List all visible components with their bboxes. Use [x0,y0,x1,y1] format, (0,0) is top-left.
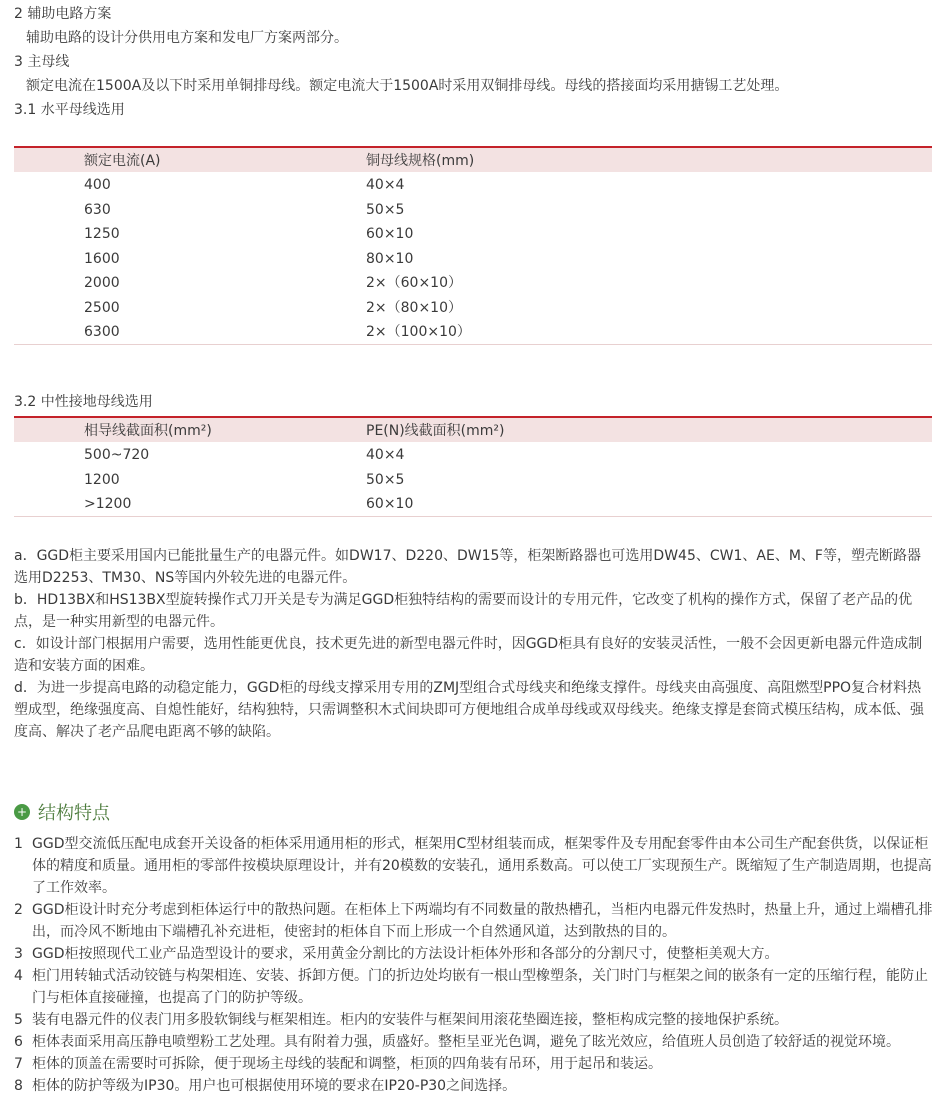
item-text: 柜体表面采用高压静电喷塑粉工艺处理。具有附着力强，质盛好。整柜呈亚光色调，避免了眩光效应，给值班人员创造了较舒适的视觉环境。 [32,1034,900,1050]
list-item [14,899,936,943]
cell: 630 [84,201,111,218]
item-text: 装有电器元件的仪表门用多股软铜线与框架相连。柜内的安装件与框架间用滚花垫圈连接，整柜构成完整的接地保护系统。 [32,1012,788,1028]
cell: 2×（100×10） [366,324,471,340]
header-copper-spec: 铜母线规格(mm) [366,153,475,169]
table-row [14,295,932,320]
item-number: 4 [14,968,23,984]
cell: 1200 [84,471,120,488]
cell: 1600 [84,250,120,267]
cell: >1200 [84,496,132,512]
table-row [14,246,932,271]
neutral-busbar-table [14,416,932,517]
cell: 40×4 [366,177,405,193]
item-number: 6 [14,1034,23,1050]
heading-2: 2 辅助电路方案 [14,6,112,22]
cell: 2×（60×10） [366,275,462,291]
note-c: c．如设计部门根据用户需要，选用性能更优良，技术更先进的新型电器元件时，因GGD柜具有良好的安装灵活性，一般不会因更新电器元件造成制造和安装方面的困难。 [14,636,923,674]
cell: 40×4 [366,447,405,463]
item-text: 柜门用转轴式活动铰链与构架相连、安装、拆卸方便。门的折边处均嵌有一根山型橡塑条，关门时门与框架之间的嵌条有一定的压缩行程，能防止门与柜体直接碰撞，也提高了门的防护等级。 [32,968,928,1006]
cell: 2500 [84,299,120,316]
cell: 2000 [84,275,120,291]
item-number: 7 [14,1056,23,1072]
table-header [14,148,932,172]
table-header [14,418,932,442]
plus-icon: + [14,804,30,820]
item-text: 柜体的顶盖在需要时可拆除，便于现场主母线的装配和调整，柜顶的四角装有吊环，用于起吊和装运。 [32,1056,662,1072]
header-rated-current: 额定电流(A) [84,153,161,169]
table-row [14,467,932,492]
busbar-table [14,146,932,345]
list-item [14,943,936,965]
list-item [14,1053,936,1075]
item-number: 8 [14,1078,23,1094]
item-text: GGD型交流低压配电成套开关设备的柜体采用通用柜的形式，框架用C型材组装而成，框架零件及专用配套零件由本公司生产配套供货，以保证柜体的精度和质量。通用柜的零部件按模块原理设计，并有20模数的安装孔，通用系数高。可以使工厂实现预生产。既缩短了生产制造周期，也提高了工作效率。 [32,836,932,896]
cell: 50×5 [366,471,405,488]
table-row [14,491,932,516]
cell: 1250 [84,226,120,242]
item-text: GGD柜设计时充分考虑到柜体运行中的散热问题。在柜体上下两端均有不同数量的散热槽孔，当柜内电器元件发热时，热量上升，通过上端槽孔排出，而冷风不断地由下端槽孔补充进柜，使密封的柜体自下而上形成一个自然通风道，达到散热的目的。 [32,902,933,940]
cell: 60×10 [366,496,414,512]
list-item [14,1031,936,1053]
header-phase-conductor: 相导线截面积(mm²) [84,423,212,439]
table-row [14,270,932,295]
table-bottom-rule [14,516,932,517]
item-number: 1 [14,836,23,852]
cell: 500~720 [84,447,150,463]
item-number: 3 [14,946,23,962]
item-number: 5 [14,1012,23,1028]
table-row [14,221,932,246]
list-item [14,1009,936,1031]
table-row [14,319,932,344]
heading-3-1: 3.1 水平母线选用 [14,102,125,118]
cell: 6300 [84,324,120,340]
paragraph-3: 额定电流在1500A及以下时采用单铜排母线。额定电流大于1500A时采用双铜排母线。母线的搭接面均采用搪锡工艺处理。 [26,78,789,94]
list-item [14,965,936,1009]
section-title-text: 结构特点 [38,803,110,824]
paragraph-2: 辅助电路的设计分供用电方案和发电厂方案两部分。 [26,30,348,46]
note-d: d．为进一步提高电路的动稳定能力，GGD柜的母线支撑采用专用的ZMJ型组合式母线夹和绝缘支撑件。母线夹由高强度、高阻燃型PPO复合材料热塑成型，绝缘强度高、自熄性能好，结构独特，只需调整积木式间块即可方便地组合成单母线或双母线夹。绝缘支撑是套筒式模压结构，成本低、强度高、解决了老产品爬电距离不够的缺陷。 [14,680,924,740]
table-row [14,172,932,197]
cell: 2×（80×10） [366,299,462,316]
list-item [14,833,936,899]
heading-3: 3 主母线 [14,54,70,70]
list-item [14,1075,936,1097]
item-number: 2 [14,902,23,918]
note-b: b．HD13BX和HS13BX型旋转操作式刀开关是专为满足GGD柜独特结构的需要而设计的专用元件，它改变了机构的操作方式，保留了老产品的优点，是一种实用新型的电器元件。 [14,592,913,630]
table-row [14,442,932,467]
table-row [14,197,932,222]
table-bottom-rule [14,344,932,345]
item-text: GGD柜按照现代工业产品造型设计的要求，采用黄金分割比的方法设计柜体外形和各部分的分割尺寸，使整柜美观大方。 [32,946,779,962]
note-a: a．GGD柜主要采用国内已能批量生产的电器元件。如DW17、D220、DW15等，柜架断路器也可选用DW45、CW1、AE、M、F等，塑壳断路器选用D2253、TM30、NS等国内外较先进的电器元件。 [14,548,921,586]
section-title [14,800,110,824]
header-pe-conductor: PE(N)线截面积(mm²) [366,423,505,439]
item-text: 柜体的防护等级为IP30。用户也可根据使用环境的要求在IP20-P30之间选择。 [32,1078,517,1094]
cell: 80×10 [366,250,414,267]
heading-3-2: 3.2 中性接地母线选用 [14,394,153,410]
cell: 50×5 [366,201,405,218]
cell: 400 [84,177,111,193]
cell: 60×10 [366,226,414,242]
